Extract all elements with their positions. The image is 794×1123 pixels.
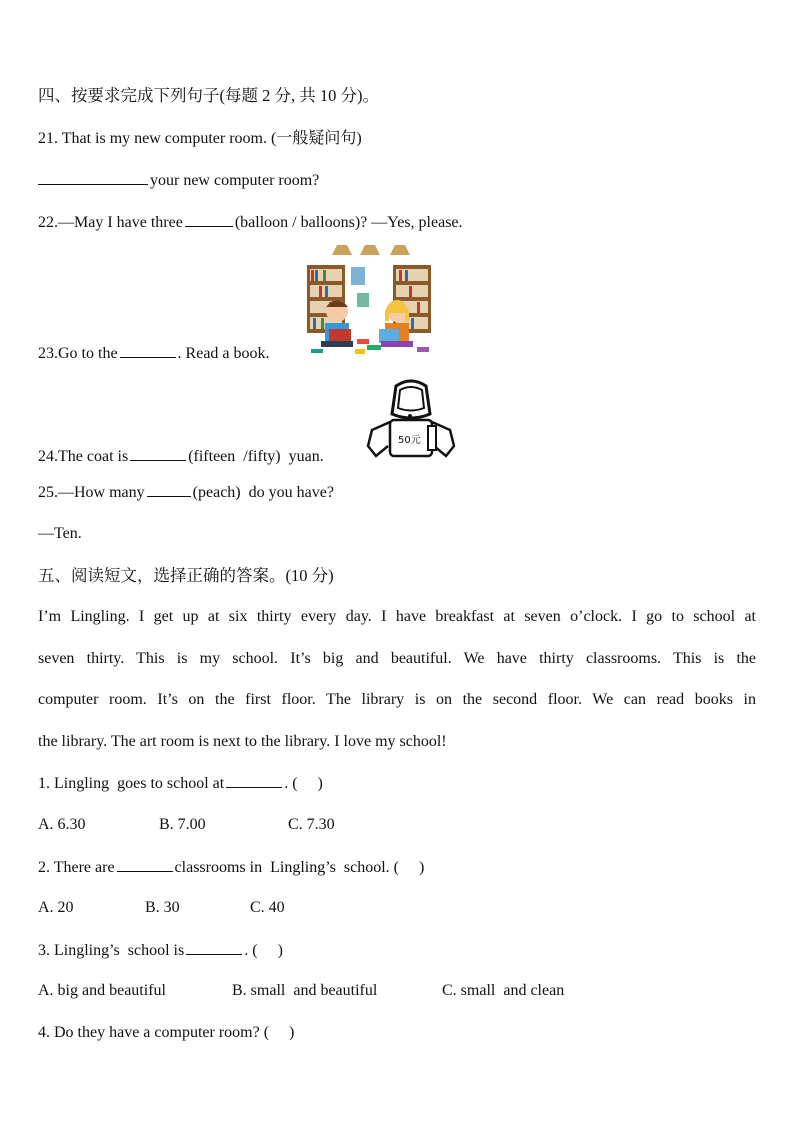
reading-question-1 (38, 773, 323, 794)
passage-line-1: I’m Lingling. I get up at six thirty every day. I have breakfast at seven o’clock. I go to school at (38, 608, 756, 625)
reading-question-4: 4. Do they have a computer room? ( ) (38, 1024, 295, 1041)
passage-line-3: computer room. It’s on the first floor. The library is on the second floor. We can read books in (38, 691, 756, 708)
q1-option-a[interactable]: A. 6.30 (38, 816, 86, 833)
passage-line-4: the library. The art room is next to the library. I love my school! (38, 733, 447, 750)
answer-blank[interactable] (185, 212, 233, 227)
question-24-after: (fifteen /fifty) yuan. (188, 448, 324, 465)
q2-option-a[interactable]: A. 20 (38, 899, 74, 916)
reading-question-1-after: . ( ) (284, 775, 323, 792)
question-24 (38, 446, 324, 467)
q1-option-b[interactable]: B. 7.00 (159, 816, 206, 833)
q2-option-c[interactable]: C. 40 (250, 899, 285, 916)
question-25-after: (peach) do you have? (192, 484, 334, 501)
answer-blank[interactable] (38, 170, 148, 185)
question-22 (38, 212, 463, 233)
question-21: 21. That is my new computer room. (一般疑问句) (38, 130, 362, 147)
coat-price-illustration (366, 378, 456, 462)
answer-suffix: your new computer room? (150, 172, 320, 189)
q3-option-c[interactable]: C. small and clean (442, 982, 565, 999)
question-23-before: 23.Go to the (38, 345, 118, 362)
q3-option-b[interactable]: B. small and beautiful (232, 982, 378, 999)
question-23 (38, 343, 270, 364)
reading-question-3-before: 3. Lingling’s school is (38, 942, 185, 959)
q2-option-b[interactable]: B. 30 (145, 899, 180, 916)
q1-option-c[interactable]: C. 7.30 (288, 816, 335, 833)
passage-line-2: seven thirty. This is my school. It’s big and beautiful. We have thirty classrooms. This is the (38, 650, 756, 667)
question-22-after: (balloon / balloons)? —Yes, please. (234, 214, 463, 231)
answer-blank[interactable] (130, 446, 186, 461)
answer-blank[interactable] (117, 857, 173, 872)
answer-blank[interactable] (186, 940, 242, 955)
section-5-heading: 五、阅读短文，选择正确的答案。(10 分) (38, 566, 334, 585)
reading-question-2 (38, 857, 424, 878)
reading-question-3 (38, 940, 283, 961)
question-25-before: 25.—How many (38, 484, 145, 501)
reading-question-2-after: classrooms in Lingling’s school. ( ) (174, 859, 425, 876)
question-24-before: 24.The coat is (38, 448, 129, 465)
question-22-before: 22.—May I have three (38, 214, 183, 231)
answer-blank[interactable] (120, 343, 176, 358)
q3-option-a[interactable]: A. big and beautiful (38, 982, 166, 999)
section-4-heading: 四、按要求完成下列句子(每题 2 分, 共 10 分)。 (38, 86, 379, 105)
answer-blank[interactable] (147, 482, 191, 497)
question-25-reply: —Ten. (38, 525, 82, 542)
question-25 (38, 482, 334, 503)
coat-price-label: 50元 (398, 435, 421, 446)
answer-blank[interactable] (226, 773, 282, 788)
reading-question-3-after: . ( ) (244, 942, 283, 959)
question-21-answer-line (38, 170, 319, 191)
coat-icon (366, 378, 456, 462)
reading-question-2-before: 2. There are (38, 859, 115, 876)
question-23-after: . Read a book. (177, 345, 270, 362)
reading-question-1-before: 1. Lingling goes to school at (38, 775, 225, 792)
library-reading-illustration (305, 243, 433, 358)
